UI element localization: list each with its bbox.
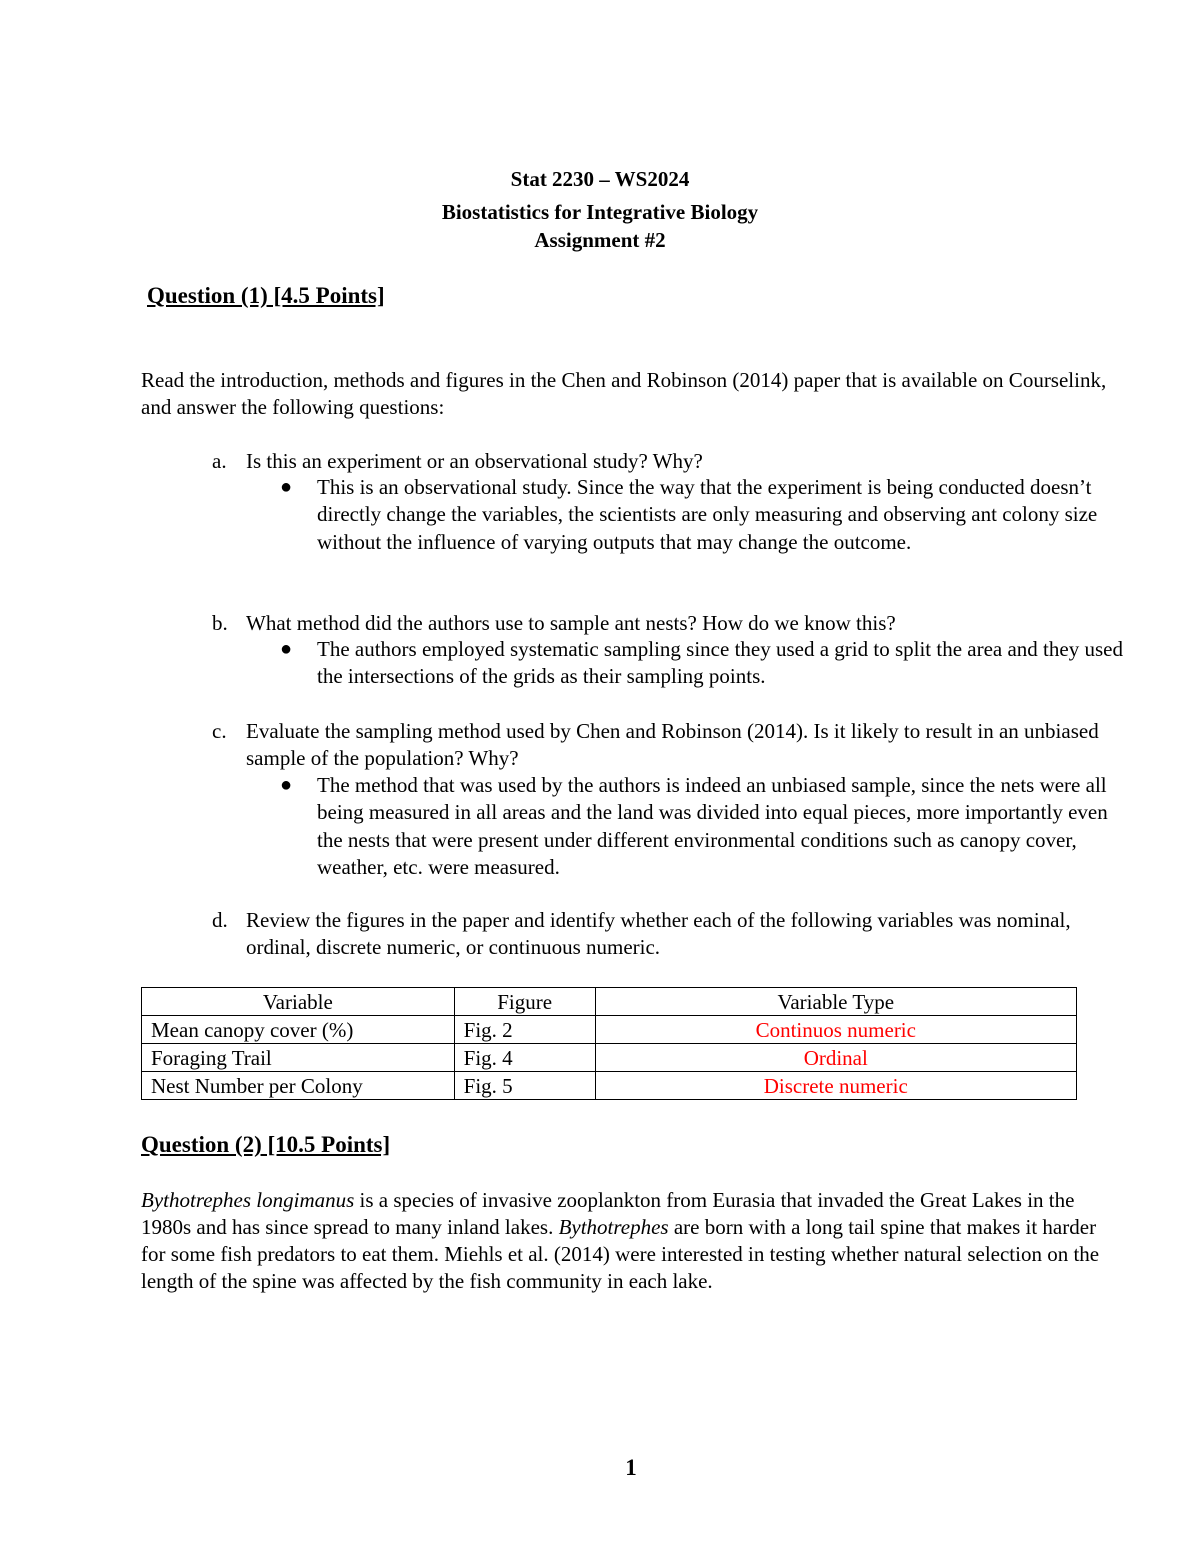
- assignment-title: Assignment #2: [534, 228, 666, 252]
- table-cell: Nest Number per Colony: [142, 1072, 455, 1100]
- question-1-intro: Read the introduction, methods and figures in the Chen and Robinson (2014) paper that is available on Courselink, and answer the following questions:: [141, 368, 1107, 419]
- answer-text: This is an observational study. Since the way that the experiment is being conducted doesn’t directly change the variables, the scientists are only measuring and observing ant colony size without the influence of varying outputs that may change the outcome.: [317, 475, 1098, 554]
- item-label: c.: [212, 719, 227, 743]
- table-row: [142, 1044, 1077, 1072]
- table-row: [142, 1072, 1077, 1100]
- item-label: b.: [212, 611, 228, 635]
- table-cell-answer: Discrete numeric: [595, 1072, 1076, 1100]
- genus-name: Bythotrephes: [558, 1215, 669, 1239]
- table-cell-answer: Ordinal: [595, 1044, 1076, 1072]
- item-question: Is this an experiment or an observational study? Why?: [246, 449, 703, 473]
- item-question: Evaluate the sampling method used by Chen and Robinson (2014). Is it likely to result in an unbiased sample of the population? Why?: [246, 719, 1099, 770]
- table-cell-answer: Continuos numeric: [595, 1016, 1076, 1044]
- question-2-heading: Question (2) [10.5 Points]: [141, 1132, 391, 1157]
- question-2-text: [141, 1187, 1116, 1295]
- bullet-icon: ●: [280, 774, 293, 796]
- bullet-icon: ●: [280, 638, 293, 660]
- table-row: [142, 1016, 1077, 1044]
- bullet-icon: ●: [280, 476, 293, 498]
- question-2-text-part2: are born with a long tail spine that makes it harder for some fish predators to eat them. Miehls et al. (2014) were interested in testing whether natural selection on the length of the spine was affected by the fish community in each lake.: [141, 1215, 1100, 1293]
- page-number: 1: [625, 1455, 637, 1480]
- table-cell: Fig. 5: [454, 1072, 595, 1100]
- question-1-heading: Question (1) [4.5 Points]: [147, 283, 385, 308]
- table-header-row: [142, 988, 1077, 1016]
- table-cell: Fig. 4: [454, 1044, 595, 1072]
- table-header: Variable: [142, 988, 455, 1016]
- answer-text: The method that was used by the authors is indeed an unbiased sample, since the nets were all being measured in all areas and the land was divided into equal pieces, more importantly even the nests that were present under different environmental conditions such as canopy cover, weather, etc. were measured.: [317, 773, 1108, 879]
- variable-type-table: [141, 987, 1077, 1100]
- table-cell: Fig. 2: [454, 1016, 595, 1044]
- answer-text: The authors employed systematic sampling since they used a grid to split the area and they used the intersections of the grids as their sampling points.: [317, 637, 1123, 689]
- table-header: Figure: [454, 988, 595, 1016]
- table-cell: Mean canopy cover (%): [142, 1016, 455, 1044]
- item-question: Review the figures in the paper and identify whether each of the following variables was nominal, ordinal, discrete numeric, or continuous numeric.: [246, 908, 1071, 959]
- table-header: Variable Type: [595, 988, 1076, 1016]
- item-question: What method did the authors use to sample ant nests? How do we know this?: [246, 611, 896, 635]
- course-title: Stat 2230 – WS2024: [510, 167, 690, 191]
- species-name: Bythotrephes longimanus: [141, 1188, 355, 1212]
- item-label: d.: [212, 908, 228, 932]
- item-label: a.: [212, 449, 227, 473]
- question-2-text-part1: is a species of invasive zooplankton from Eurasia that invaded the Great Lakes in the 1980s and has since spread to many inland lakes.: [141, 1188, 1075, 1239]
- document-title: Biostatistics for Integrative Biology: [441, 200, 759, 224]
- table-cell: Foraging Trail: [142, 1044, 455, 1072]
